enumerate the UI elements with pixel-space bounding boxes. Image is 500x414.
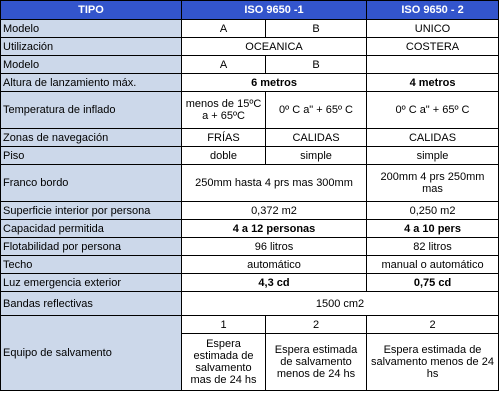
cell-techo-iso1: automático — [182, 256, 367, 274]
cell-modelo2-b: B — [266, 56, 367, 74]
cell-franco-iso2: 200mm 4 prs 250mm mas — [367, 165, 499, 202]
label-modelo-2: Modelo — [1, 56, 182, 74]
cell-temperatura-c: 0º C a" + 65º C — [367, 92, 499, 129]
cell-piso-b: simple — [266, 147, 367, 165]
cell-techo-iso2: manual o automático — [367, 256, 499, 274]
row-altura — [1, 74, 499, 92]
cell-piso-a: doble — [182, 147, 266, 165]
cell-modelo-b: B — [266, 20, 367, 38]
cell-equipo-a-num: 1 — [182, 316, 266, 334]
header-row — [1, 1, 499, 20]
cell-modelo-unico: UNICO — [367, 20, 499, 38]
label-luz: Luz emergencia exterior — [1, 274, 182, 292]
cell-modelo2-a: A — [182, 56, 266, 74]
cell-piso-c: simple — [367, 147, 499, 165]
cell-temperatura-b: 0º C a" + 65º C — [266, 92, 367, 129]
row-utilizacion — [1, 38, 499, 56]
cell-utilizacion-iso1: OCEANICA — [182, 38, 367, 56]
row-temperatura — [1, 92, 499, 129]
cell-superficie-iso2: 0,250 m2 — [367, 202, 499, 220]
cell-bandas-all: 1500 cm2 — [182, 292, 499, 316]
row-techo — [1, 256, 499, 274]
cell-equipo-c-num: 2 — [367, 316, 499, 334]
cell-capacidad-iso2: 4 a 10 pers — [367, 220, 499, 238]
label-franco: Franco bordo — [1, 165, 182, 202]
row-bandas — [1, 292, 499, 316]
label-bandas: Bandas reflectivas — [1, 292, 182, 316]
cell-equipo-b-text: Espera estimada de salvamento menos de 24 hs — [266, 334, 367, 391]
cell-modelo2-empty — [367, 56, 499, 74]
cell-luz-iso2: 0,75 cd — [367, 274, 499, 292]
label-zonas: Zonas de navegación — [1, 129, 182, 147]
label-equipo: Equipo de salvamento — [1, 316, 182, 391]
row-franco — [1, 165, 499, 202]
cell-altura-iso1: 6 metros — [182, 74, 367, 92]
label-temperatura: Temperatura de inflado — [1, 92, 182, 129]
label-superficie: Superficie interior por persona — [1, 202, 182, 220]
row-modelo-2 — [1, 56, 499, 74]
cell-franco-iso1: 250mm hasta 4 prs mas 300mm — [182, 165, 367, 202]
label-capacidad: Capacidad permitida — [1, 220, 182, 238]
cell-temperatura-a: menos de 15ºC a + 65ºC — [182, 92, 266, 129]
row-equipo-numbers — [1, 316, 499, 334]
row-capacidad — [1, 220, 499, 238]
cell-equipo-b-num: 2 — [266, 316, 367, 334]
label-techo: Techo — [1, 256, 182, 274]
row-modelo — [1, 20, 499, 38]
row-piso — [1, 147, 499, 165]
header-iso-1: ISO 9650 -1 — [182, 1, 367, 20]
cell-luz-iso1: 4,3 cd — [182, 274, 367, 292]
label-flotabilidad: Flotabilidad por persona — [1, 238, 182, 256]
cell-equipo-a-text: Espera estimada de salvamento mas de 24 hs — [182, 334, 266, 391]
row-flotabilidad — [1, 238, 499, 256]
cell-equipo-c-text: Espera estimada de salvamento menos de 24 hs — [367, 334, 499, 391]
label-piso: Piso — [1, 147, 182, 165]
cell-superficie-iso1: 0,372 m2 — [182, 202, 367, 220]
row-luz — [1, 274, 499, 292]
cell-modelo-a: A — [182, 20, 266, 38]
cell-flotabilidad-iso2: 82 litros — [367, 238, 499, 256]
cell-capacidad-iso1: 4 a 12 personas — [182, 220, 367, 238]
row-superficie — [1, 202, 499, 220]
header-tipo: TIPO — [1, 1, 182, 20]
cell-zonas-a: FRÍAS — [182, 129, 266, 147]
label-altura: Altura de lanzamiento máx. — [1, 74, 182, 92]
label-modelo: Modelo — [1, 20, 182, 38]
cell-flotabilidad-iso1: 96 litros — [182, 238, 367, 256]
cell-altura-iso2: 4 metros — [367, 74, 499, 92]
header-iso-2: ISO 9650 - 2 — [367, 1, 499, 20]
cell-zonas-b: CALIDAS — [266, 129, 367, 147]
cell-zonas-c: CALIDAS — [367, 129, 499, 147]
row-zonas — [1, 129, 499, 147]
label-utilizacion: Utilización — [1, 38, 182, 56]
cell-utilizacion-iso2: COSTERA — [367, 38, 499, 56]
